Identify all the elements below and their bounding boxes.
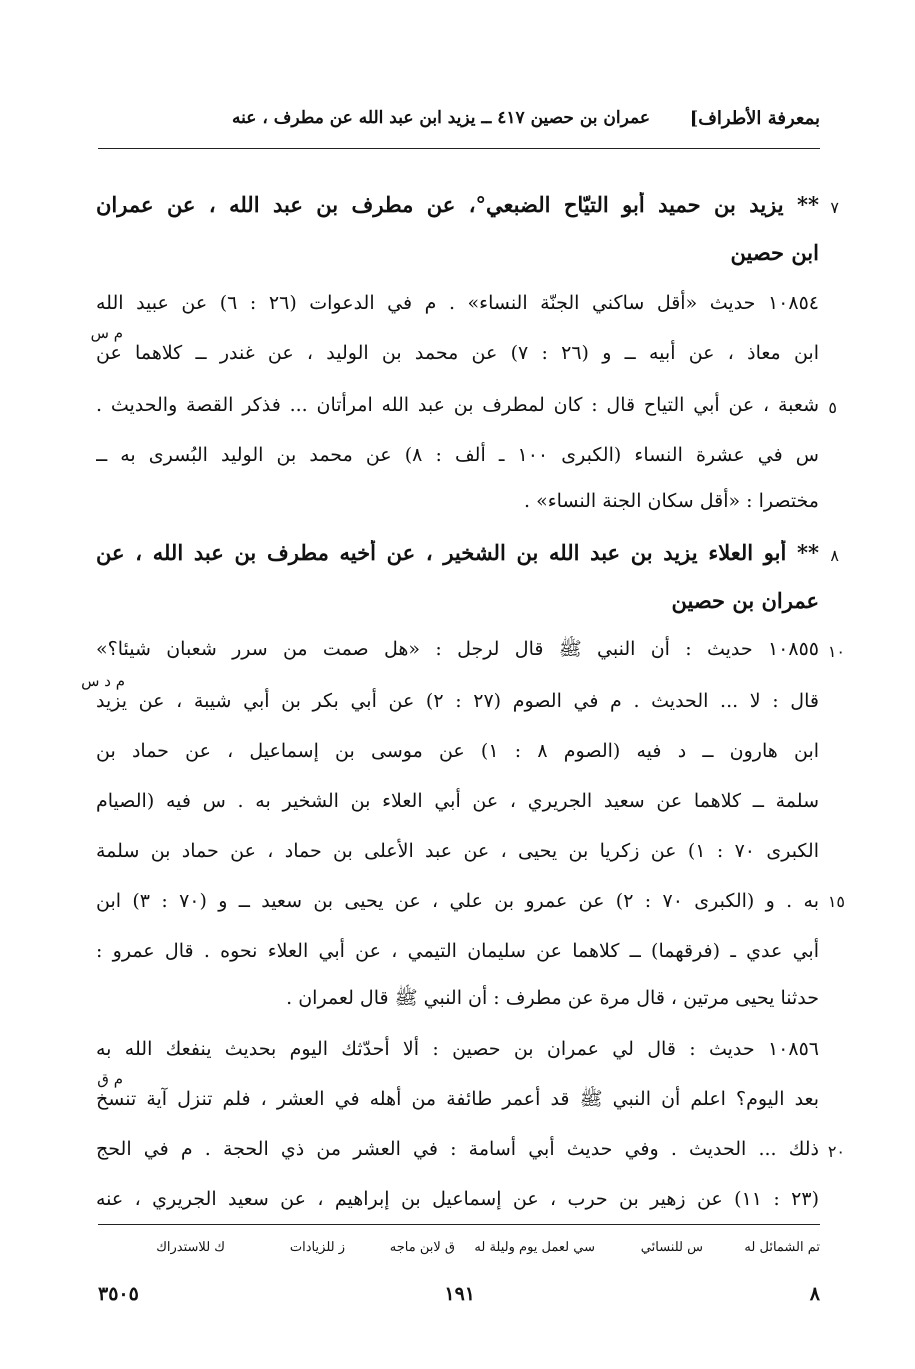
- margin-sigla: م د س: [81, 672, 125, 690]
- hadith-line: حدثنا يحيى مرتين ، قال مرة عن مطرف : أن النبي ﷺ قال لعمران .: [286, 987, 819, 1009]
- page-number-left: ٣٥٠٥: [98, 1283, 139, 1305]
- section-number: ٧: [830, 198, 839, 217]
- footer-key: تم الشمائل له: [744, 1240, 820, 1255]
- hadith-line: ١٠٨٥٥ حديث : أن النبي ﷺ قال لرجل : «هل صمت من سرر شعبان شيئا؟»: [96, 638, 819, 660]
- section-heading-cont: ابن حصين: [730, 240, 819, 265]
- footer-key: سي لعمل يوم وليلة له: [474, 1240, 595, 1255]
- section-heading: ** يزيد بن حميد أبو التيّاح الضبعي°، عن مطرف بن عبد الله ، عن عمران: [96, 192, 819, 217]
- hadith-line: ١٠٨٥٦ حديث : قال لي عمران بن حصين : ألا أحدّثك اليوم بحديث ينفعك الله به: [96, 1038, 819, 1060]
- header-rule: [98, 148, 820, 149]
- hadith-line: ذلك ... الحديث . وفي حديث أبي أسامة : في العشر من ذي الحجة . م في الحج: [96, 1138, 819, 1160]
- page-number-center: ١٩١: [444, 1283, 475, 1305]
- hadith-line: سلمة ــ كلاهما عن سعيد الجريري ، عن أبي العلاء بن الشخير به . س فيه (الصيام: [96, 790, 819, 812]
- line-number: ١٥: [827, 892, 845, 911]
- hadith-line: قال : لا ... الحديث . م في الصوم (٢٧ : ٢) عن أبي بكر بن أبي شيبة ، عن يزيد: [96, 690, 819, 712]
- section-heading-cont: عمران بن حصين: [671, 588, 819, 613]
- hadith-line: شعبة ، عن أبي التياح قال : كان لمطرف بن عبد الله امرأتان ... فذكر القصة والحديث .: [96, 394, 819, 416]
- margin-sigla: م س: [90, 324, 123, 342]
- hadith-line: مختصرا : «أقل سكان الجنة النساء» .: [524, 490, 819, 512]
- footer-key: ك للاستدراك: [156, 1240, 225, 1255]
- footer-rule: [98, 1224, 820, 1225]
- line-number: ٢٠: [827, 1142, 845, 1161]
- footer-key: ز للزيادات: [289, 1240, 345, 1255]
- footer-key: س للنسائي: [640, 1240, 703, 1255]
- hadith-line: أبي عدي ـ (فرقهما) ــ كلاهما عن سليمان التيمي ، عن أبي العلاء نحوه . قال عمرو :: [96, 940, 819, 962]
- header-section-title: عمران بن حصين ٤١٧ ــ يزيد ابن عبد الله عن مطرف ، عنه: [232, 108, 650, 128]
- hadith-line: به . و (الكبرى ٧٠ : ٢) عن عمرو بن علي ، عن يحيى بن سعيد ــ و (٧٠ : ٣) ابن: [96, 890, 819, 912]
- margin-sigla: م ق: [97, 1070, 123, 1088]
- section-heading: ** أبو العلاء يزيد بن عبد الله بن الشخير ، عن أخيه مطرف بن عبد الله ، عن: [96, 540, 819, 565]
- hadith-line: بعد اليوم؟ اعلم أن النبي ﷺ قد أعمر طائفة من أهله في العشر ، فلم تنزل آية تنسخ: [96, 1088, 819, 1110]
- hadith-line: ١٠٨٥٤ حديث «أقل ساكني الجنّة النساء» . م في الدعوات (٢٦ : ٦) عن عبيد الله: [96, 292, 819, 314]
- page-number-right: ٨: [809, 1283, 820, 1305]
- header-book-title: بمعرفة الأطراف]: [689, 108, 820, 129]
- line-number: ٥: [828, 398, 837, 417]
- hadith-line: ابن هارون ــ د فيه (الصوم ٨ : ١) عن موسى بن إسماعيل ، عن حماد بن: [96, 740, 819, 762]
- hadith-line: الكبرى ٧٠ : ١) عن زكريا بن يحيى ، عن عبد الأعلى بن حماد ، عن حماد بن سلمة: [96, 840, 819, 862]
- line-number: ١٠: [827, 642, 845, 661]
- section-number: ٨: [830, 546, 839, 565]
- footer-key: ق لابن ماجه: [389, 1240, 455, 1255]
- hadith-line: (٢٣ : ١١) عن زهير بن حرب ، عن إسماعيل بن إبراهيم ، عن سعيد الجريري ، عنه: [96, 1188, 819, 1210]
- hadith-line: ابن معاذ ، عن أبيه ــ و (٢٦ : ٧) عن محمد بن الوليد ، عن غندر ــ كلاهما عن: [96, 342, 819, 364]
- hadith-line: س في عشرة النساء (الكبرى ١٠٠ ـ ألف : ٨) عن محمد بن الوليد البُسرى به ــ: [96, 444, 819, 466]
